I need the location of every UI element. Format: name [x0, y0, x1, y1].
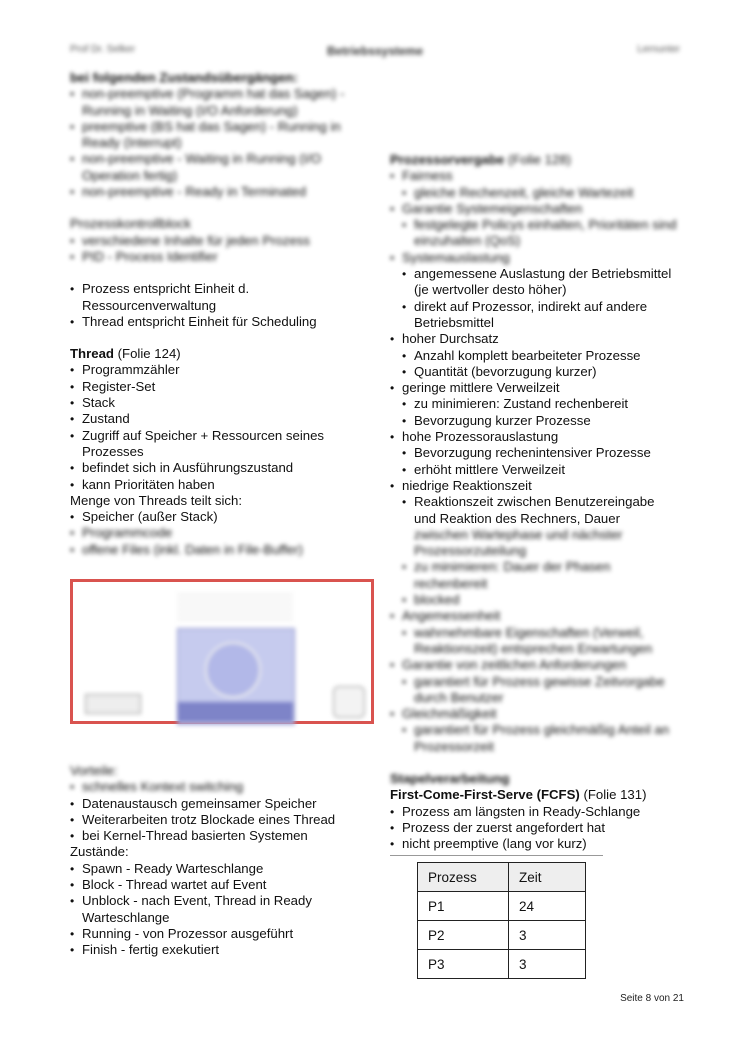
list-item: • Anzahl komplett bearbeiteter Prozesse [390, 348, 680, 364]
list-item: • Prozess entspricht Einheit d. Ressourcenverwaltung [70, 281, 370, 314]
stapel-title: Stapelverarbeitung [390, 770, 510, 786]
transitions-section [70, 70, 370, 265]
list-item: • niedrige Reaktionszeit [390, 478, 680, 494]
right-column [390, 152, 680, 852]
list-item: • non-preemptive (Programm hat das Sagen) - Running in Waiting (I/O Anforderung) [70, 86, 370, 119]
list-item: • Weiterarbeiten trotz Blockade eines Thread [70, 812, 370, 828]
pcb-title: Prozesskontrollblock [70, 216, 191, 232]
thread-list [70, 362, 370, 492]
list-item: • Quantität (bevorzugung kurzer) [390, 364, 680, 380]
fcfs-table [417, 862, 586, 979]
list-item: • bei Kernel-Thread basierten Systemen [70, 828, 370, 844]
list-item: • Systemauslastung [390, 250, 680, 266]
list-item: • Angemessenheit [390, 608, 680, 624]
header-author: Prof Dr. Selker [70, 44, 136, 55]
left-column-lower [70, 763, 370, 959]
list-item: • hohe Prozessorauslastung [390, 429, 680, 445]
list-item: • Block - Thread wartet auf Event [70, 877, 370, 893]
list-item: • Datenaustausch gemeinsamer Speicher [70, 796, 370, 812]
table-row [418, 950, 586, 979]
list-item: • nicht preemptive (lang vor kurz) [390, 836, 680, 852]
list-item: • garantiert für Prozess gleichmäßig Anteil an Prozessorzeit [390, 722, 680, 755]
list-item: • zu minimieren: Dauer der Phasen rechenbereit [390, 559, 680, 592]
list-item: • Garantie von zeitlichen Anforderungen [390, 657, 680, 673]
figure-thread-circle [205, 642, 261, 698]
table-cell: 3 [509, 921, 586, 950]
table-cell: 3 [509, 950, 586, 979]
fcfs-list [390, 804, 680, 853]
share-title: Menge von Threads teilt sich: [70, 492, 243, 508]
units-list [70, 281, 370, 330]
pv-heading: Prozessorvergabe (Folie 128) [390, 152, 572, 167]
header-right: Lernunter [637, 44, 680, 55]
table-header: Zeit [509, 863, 586, 892]
thread-heading: Thread (Folie 124) [70, 346, 181, 362]
table-header-row [418, 863, 586, 892]
list-item: • erhöht mittlere Verweilzeit [390, 462, 680, 478]
table-cell: P1 [418, 892, 509, 921]
table-row [418, 892, 586, 921]
list-item: • Thread entspricht Einheit für Scheduling [70, 314, 370, 330]
list-item: • Programmcode [70, 525, 370, 541]
list-item: • Stack [70, 395, 370, 411]
table-header: Prozess [418, 863, 509, 892]
list-item: • offene Files (inkl. Daten in File-Buffer) [70, 542, 370, 558]
vorteile-list [70, 779, 370, 844]
figure-text-lines [177, 590, 293, 624]
figure-kernel-bar [177, 702, 293, 722]
list-item: • Running - von Prozessor ausgeführt [70, 926, 370, 942]
pv-list [390, 266, 680, 527]
list-item: • Zustand [70, 411, 370, 427]
list-item: • geringe mittlere Verweilzeit [390, 380, 680, 396]
list-item: • kann Prioritäten haben [70, 477, 370, 493]
list-item: • non-preemptive - Waiting in Running (I/O Operation fertig) [70, 151, 370, 184]
states-list [70, 861, 370, 959]
list-item: • Fairness [390, 168, 680, 184]
left-column [70, 70, 370, 558]
list-item: • angemessene Auslastung der Betriebsmittel (je wertvoller desto höher) [390, 266, 680, 299]
figure-device-icon [333, 686, 365, 718]
list-item: • Gleichmäßigkeit [390, 706, 680, 722]
list-item: • Unblock - nach Event, Thread in Ready Warteschlange [70, 893, 370, 926]
page-number: Seite 8 von 21 [620, 993, 684, 1004]
list-item: • non-preemptive - Ready in Terminated [70, 184, 370, 200]
list-item: • Finish - fertig exekutiert [70, 942, 370, 958]
list-item: • Bevorzugung rechenintensiver Prozesse [390, 445, 680, 461]
list-item: • direkt auf Prozessor, indirekt auf andere Betriebsmittel [390, 299, 680, 332]
list-item: zwischen Wartephase und nächster Prozessorzuteilung [414, 526, 623, 559]
list-item: • Register-Set [70, 379, 370, 395]
table-row [418, 921, 586, 950]
table-cell: P2 [418, 921, 509, 950]
list-item: • Speicher (außer Stack) [70, 509, 370, 525]
list-item: • blocked [390, 592, 680, 608]
pcb-list [70, 233, 370, 266]
list-item: • hoher Durchsatz [390, 331, 680, 347]
thread-figure [70, 579, 374, 724]
transitions-title: bei folgenden Zustandsübergängen: [70, 70, 298, 85]
list-item: • preemptive (BS hat das Sagen) - Running in Ready (Interrupt) [70, 119, 370, 152]
list-item: • wahrnehmbare Eigenschaften (Verweil, Reaktionszeit) entsprechen Erwartungen [390, 625, 680, 658]
list-item: • befindet sich in Ausführungszustand [70, 460, 370, 476]
list-item: • schnelles Kontext switching [70, 779, 370, 795]
list-item: • Reaktionszeit zwischen Benutzereingabe und Reaktion des Rechners, Dauer [390, 494, 680, 527]
table-cell: 24 [509, 892, 586, 921]
vorteile-title: Vorteile: [70, 763, 118, 778]
list-item: • gleiche Rechenzeit, gleiche Wartezeit [390, 185, 680, 201]
list-item: • Zugriff auf Speicher + Ressourcen seines Prozesses [70, 428, 370, 461]
list-item: • festgelegte Policys einhalten, Prioritäten sind einzuhalten (QoS) [390, 217, 680, 250]
page-title: Betriebssysteme [326, 44, 424, 58]
list-item: • Prozess der zuerst angefordert hat [390, 820, 680, 836]
fcfs-heading: First-Come-First-Serve (FCFS) (Folie 131) [390, 787, 647, 803]
list-item: • PID - Process Identifier [70, 249, 370, 265]
list-item: • zu minimieren: Zustand rechenbereit [390, 396, 680, 412]
table-cell: P3 [418, 950, 509, 979]
figure-keyboard-icon [85, 694, 141, 714]
share-list [70, 509, 370, 558]
list-item: • Prozess am längsten in Ready-Schlange [390, 804, 680, 820]
states-title: Zustände: [70, 844, 129, 860]
transitions-list [70, 86, 370, 200]
list-item: • Bevorzugung kurzer Prozesse [390, 413, 680, 429]
list-item: • Spawn - Ready Warteschlange [70, 861, 370, 877]
list-item: • garantiert für Prozess gewisse Zeitvorgabe durch Benutzer [390, 674, 680, 707]
list-item: • verschiedene Inhalte für jeden Prozess [70, 233, 370, 249]
pv-blur-list-2 [390, 527, 680, 755]
list-item: • Programmzähler [70, 362, 370, 378]
pv-section-top [390, 152, 680, 266]
divider [390, 855, 603, 856]
list-item: • Garantie Systemeigenschaften [390, 201, 680, 217]
pv-blur-list [390, 168, 680, 266]
